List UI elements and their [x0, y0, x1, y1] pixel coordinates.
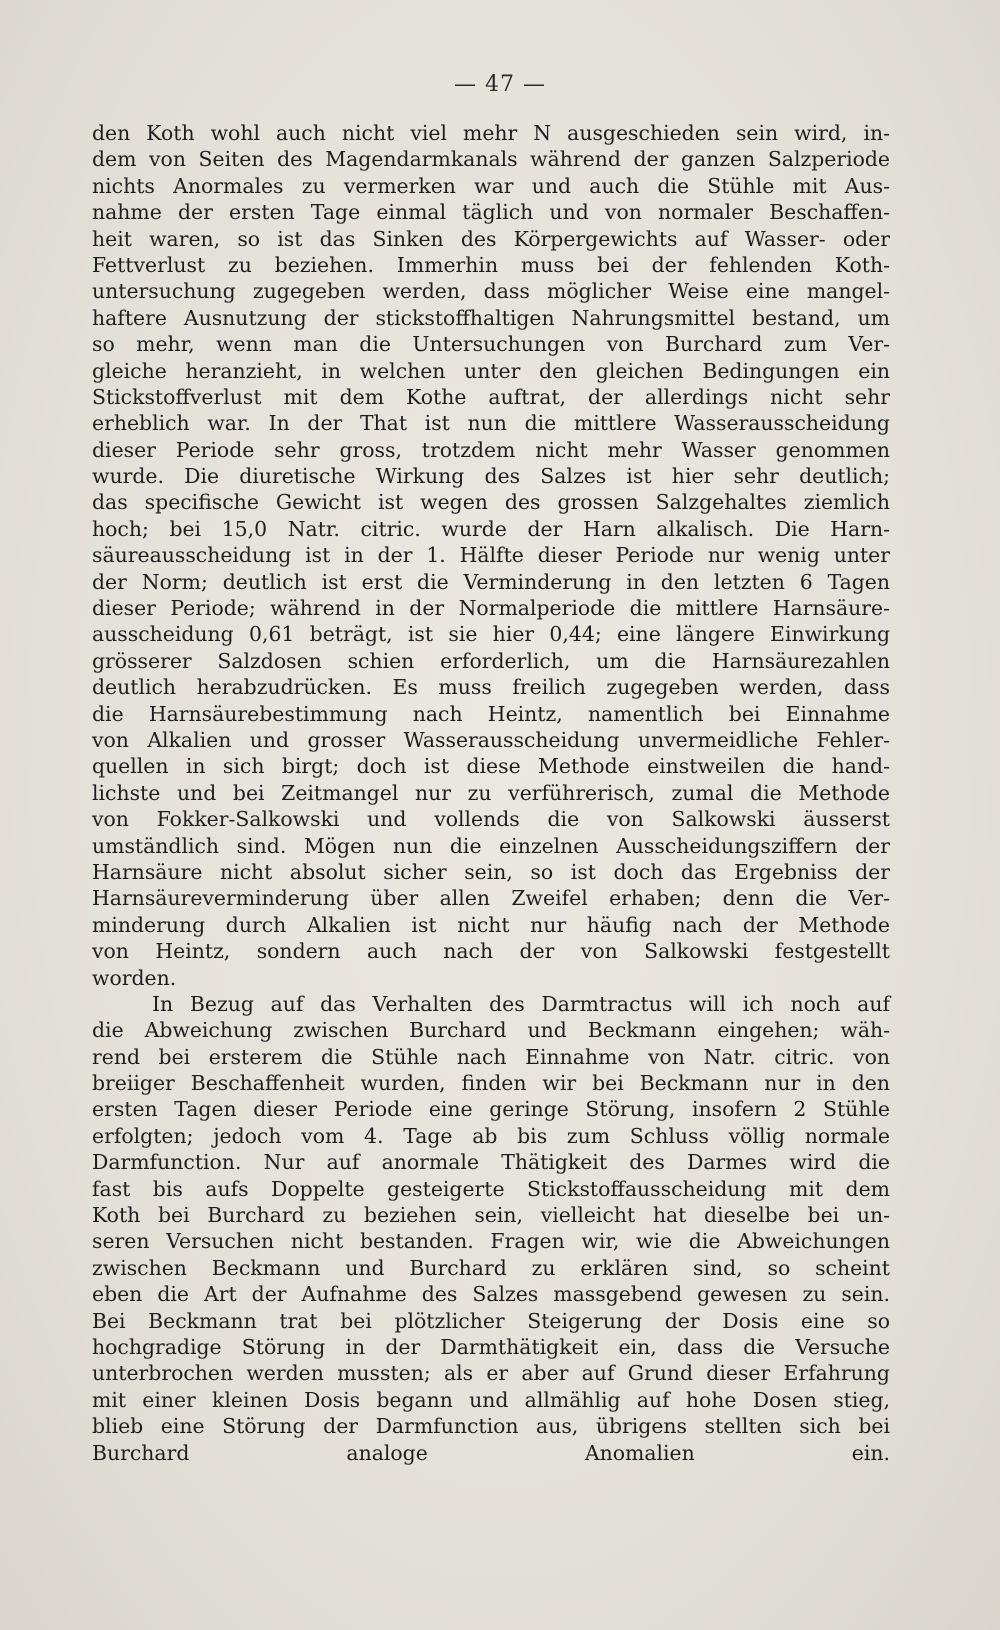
text-line: dieser Periode sehr gross, trotzdem nicht mehr Wasser genommen: [92, 437, 890, 462]
text-line: das specifische Gewicht ist wegen des grossen Salzgehaltes ziemlich: [92, 490, 890, 515]
text-line: zwischen Beckmann und Burchard zu erklären sind, so scheint: [92, 1255, 890, 1280]
text-line: unterbrochen werden mussten; als er aber auf Grund dieser Erfahrung: [92, 1361, 890, 1386]
body-text: [92, 120, 890, 1466]
text-line: worden.: [92, 965, 177, 990]
text-line: nahme der ersten Tage einmal täglich und von normaler Beschaffen-: [92, 200, 890, 225]
text-line: Burchard analoge Anomalien ein.: [92, 1440, 890, 1465]
text-line: von Fokker-Salkowski und vollends die von Salkowski äusserst: [92, 807, 890, 832]
text-line: rend bei ersterem die Stühle nach Einnahme von Natr. citric. von: [92, 1044, 890, 1069]
text-line: quellen in sich birgt; doch ist diese Methode einstweilen die hand-: [92, 754, 890, 779]
text-line: wurde. Die diuretische Wirkung des Salzes ist hier sehr deutlich;: [92, 464, 890, 489]
text-line: Bei Beckmann trat bei plötzlicher Steigerung der Dosis eine so: [92, 1308, 890, 1333]
text-line: die Abweichung zwischen Burchard und Beckmann eingehen; wäh-: [92, 1018, 890, 1043]
text-line: Harnsäure nicht absolut sicher sein, so ist doch das Ergebniss der: [92, 859, 890, 884]
text-line: umständlich sind. Mögen nun die einzelnen Ausscheidungsziffern der: [92, 833, 890, 858]
text-line: erfolgten; jedoch vom 4. Tage ab bis zum Schluss völlig normale: [92, 1123, 890, 1148]
text-line: ersten Tagen dieser Periode eine geringe Störung, insofern 2 Stühle: [92, 1097, 890, 1122]
text-line: der Norm; deutlich ist erst die Verminderung in den letzten 6 Tagen: [92, 569, 890, 594]
text-line: ausscheidung 0,61 beträgt, ist sie hier 0,44; eine längere Einwirkung: [92, 622, 890, 647]
text-line: Harnsäureverminderung über allen Zweifel erhaben; denn die Ver-: [92, 886, 890, 911]
text-line: hoch; bei 15,0 Natr. citric. wurde der Harn alkalisch. Die Harn-: [92, 516, 890, 541]
text-line: den Koth wohl auch nicht viel mehr N ausgeschieden sein wird, in-: [92, 121, 890, 145]
text-line: minderung durch Alkalien ist nicht nur häufig nach der Methode: [92, 912, 890, 937]
text-line: Stickstoffverlust mit dem Kothe auftrat, der allerdings nicht sehr: [92, 384, 890, 409]
text-line: blieb eine Störung der Darmfunction aus, übrigens stellten sich bei: [92, 1414, 890, 1439]
text-line: erheblich war. In der That ist nun die mittlere Wasserausscheidung: [92, 411, 890, 436]
text-line: fast bis aufs Doppelte gesteigerte Stickstoffausscheidung mit dem: [92, 1176, 890, 1201]
text-line: von Alkalien und grosser Wasserausscheidung unvermeidliche Fehler-: [92, 727, 890, 752]
text-line: säureausscheidung ist in der 1. Hälfte dieser Periode nur wenig unter: [92, 543, 890, 568]
text-line: breiiger Beschaffenheit wurden, finden wir bei Beckmann nur in den: [92, 1071, 890, 1096]
text-line: so mehr, wenn man die Untersuchungen von Burchard zum Ver-: [92, 332, 890, 357]
text-line: eben die Art der Aufnahme des Salzes massgebend gewesen zu sein.: [92, 1282, 890, 1307]
text-line: dem von Seiten des Magendarmkanals während der ganzen Salzperiode: [92, 147, 890, 172]
text-line: dieser Periode; während in der Normalperiode die mittlere Harnsäure-: [92, 596, 890, 621]
text-line: Darmfunction. Nur auf anormale Thätigkeit des Darmes wird die: [92, 1150, 890, 1175]
text-line: heit waren, so ist das Sinken des Körpergewichts auf Wasser- oder: [92, 226, 890, 251]
text-line: von Heintz, sondern auch nach der von Salkowski festgestellt: [92, 939, 890, 964]
text-line: seren Versuchen nicht bestanden. Fragen wir, wie die Abweichungen: [92, 1229, 890, 1254]
text-line: grösserer Salzdosen schien erforderlich, um die Harnsäurezahlen: [92, 648, 890, 673]
text-line: In Bezug auf das Verhalten des Darmtractus will ich noch auf: [152, 991, 890, 1016]
text-line: die Harnsäurebestimmung nach Heintz, namentlich bei Einnahme: [92, 701, 890, 726]
text-line: untersuchung zugegeben werden, dass möglicher Weise eine mangel-: [92, 279, 890, 304]
text-line: gleiche heranzieht, in welchen unter den gleichen Bedingungen ein: [92, 358, 890, 383]
text-line: hochgradige Störung in der Darmthätigkeit ein, dass die Versuche: [92, 1334, 890, 1359]
page-number: — 47 —: [454, 72, 546, 97]
text-line: deutlich herabzudrücken. Es muss freilich zugegeben werden, dass: [92, 675, 890, 700]
text-line: Fettverlust zu beziehen. Immerhin muss bei der fehlenden Koth-: [92, 252, 890, 277]
text-line: nichts Anormales zu vermerken war und auch die Stühle mit Aus-: [92, 173, 890, 198]
text-line: lichste und bei Zeitmangel nur zu verführerisch, zumal die Methode: [92, 780, 890, 805]
text-line: haftere Ausnutzung der stickstoffhaltigen Nahrungsmittel bestand, um: [92, 305, 890, 330]
text-line: Koth bei Burchard zu beziehen sein, vielleicht hat dieselbe bei un-: [92, 1203, 890, 1228]
text-line: mit einer kleinen Dosis begann und allmählig auf hohe Dosen stieg,: [92, 1387, 890, 1412]
